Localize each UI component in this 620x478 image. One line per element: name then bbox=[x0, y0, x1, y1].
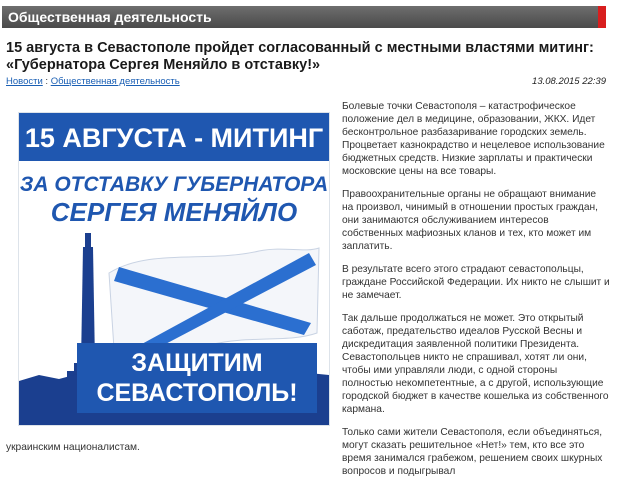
section-title: Общественная деятельность bbox=[8, 9, 212, 25]
poster-line3: СЕРГЕЯ МЕНЯЙЛО bbox=[50, 197, 298, 227]
poster-line2: ЗА ОТСТАВКУ ГУБЕРНАТОРА bbox=[19, 173, 329, 196]
article-paragraph: В результате всего этого страдают севастопольцы, граждане Российской Федерации. Их никто не слышит и не замечает. bbox=[342, 264, 610, 301]
rally-poster-graphic bbox=[19, 113, 329, 425]
article-paragraph: Так дальше продолжаться не может. Это открытый саботаж, предательство идеалов Русской Весны и дискредитация заявленной политики Президента. Севастопольцев никто не спрашивал, хотят ли они, чтобы ими управляли люди, с одной стороны полностью некомпетентные, а с другой, использующие городской бюджет в качестве кошелька из собственного кармана. bbox=[342, 313, 609, 415]
article-date: 13.08.2015 22:39 bbox=[532, 76, 606, 87]
article-body bbox=[342, 100, 610, 478]
article-paragraph-continuation: украинским националистам. bbox=[6, 442, 140, 453]
breadcrumb-separator: : bbox=[45, 76, 49, 87]
poster-line1: 15 АВГУСТА - МИТИНГ bbox=[24, 123, 324, 153]
article-paragraph: Болевые точки Севастополя – катастрофическое положение дел в медицине, образовании, ЖКХ. Идет бесконтрольное разбазаривание городских земель. Процветает казнокрадство и нецелевое использование бюджетных средств. Низкие зарплаты и практически московские цены на все товары. bbox=[342, 101, 605, 177]
section-header-bar bbox=[2, 6, 606, 28]
poster-line5: СЕВАСТОПОЛЬ! bbox=[96, 379, 298, 407]
article-paragraph: Правоохранительные органы не обращают внимание на произвол, чинимый в отношении простых граждан, они занимаются обслуживанием интересов собственных мафиозных кланов и тех, кто может им заплатить. bbox=[342, 189, 598, 252]
breadcrumb-news-link[interactable]: Новости bbox=[6, 76, 43, 87]
poster-line4: ЗАЩИТИМ bbox=[131, 349, 263, 377]
article-meta bbox=[6, 76, 606, 87]
breadcrumb-category-link[interactable]: Общественная деятельность bbox=[50, 76, 180, 87]
article-paragraph: Только сами жители Севастополя, если объединяться, могут сказать решительное «Нет!» тем, кто все это время занимался грабежом, решением своих шкурных вопросов и подыгрывал bbox=[342, 427, 603, 477]
article-headline: 15 августа в Севастополе пройдет согласованный с местными властями митинг: «Губернатора Сергея Меняйло в отставку!» bbox=[6, 40, 594, 73]
rally-poster-image bbox=[18, 112, 330, 426]
